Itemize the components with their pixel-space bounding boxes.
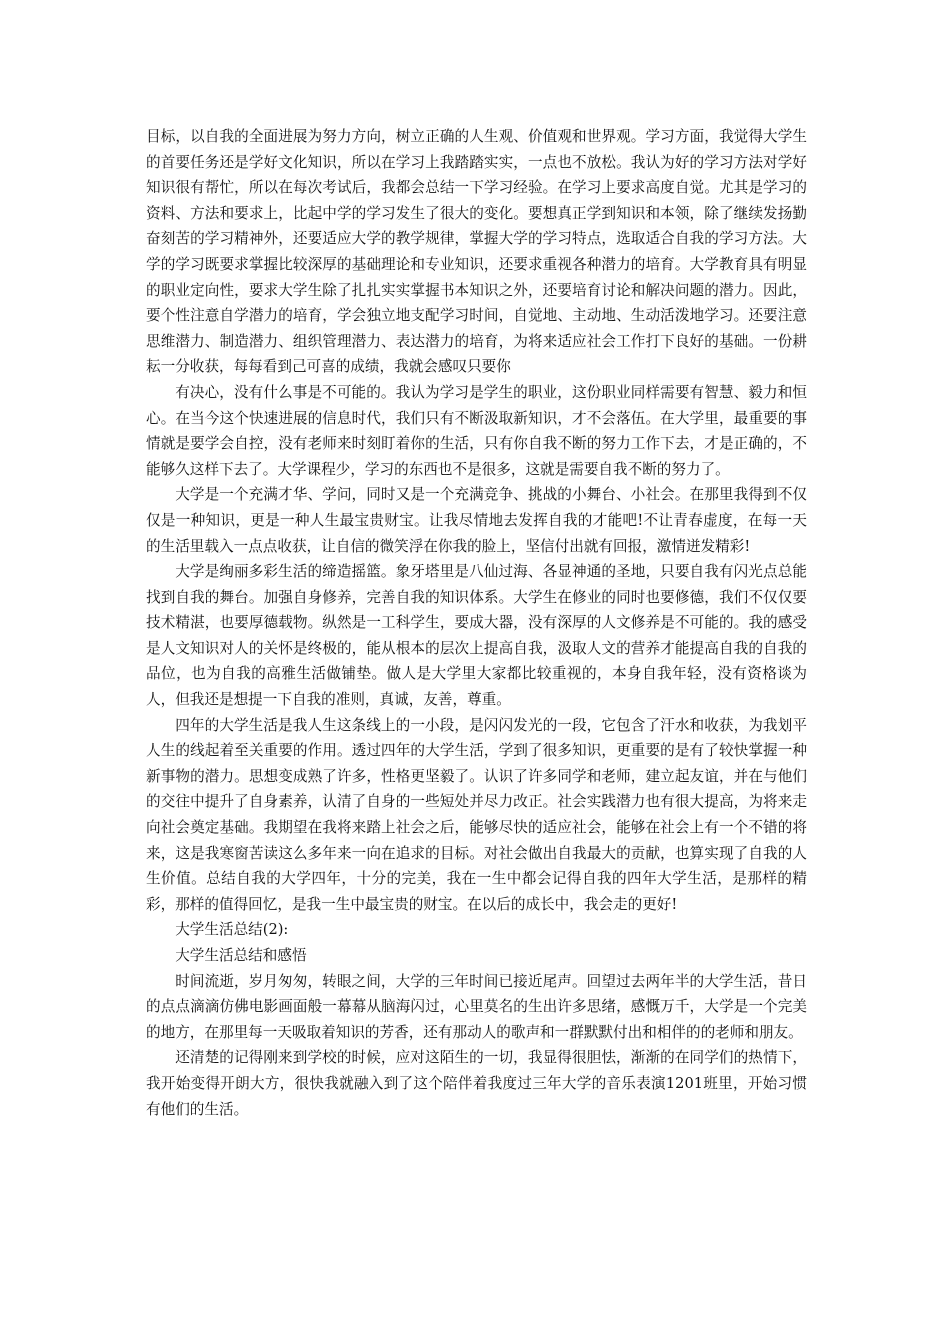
section-heading-number: 大学生活总结(2):: [175, 921, 289, 939]
section-heading-title: 大学生活总结和感悟: [175, 947, 307, 964]
paragraph-4: 大学是绚丽多彩生活的缔造摇篮。象牙塔里是八仙过海、各显神通的圣地，只要自我有闪光点总能找到自我的舞台。加强自身修养，完善自我的知识体系。大学生在修业的同时也要修德，我们不仅仅要技术精湛，也要厚德载物。纵然是一工科学生，要成大器，没有深厚的人文修养是不可能的。我的感受是人文知识对人的关怀是终极的，能从根本的层次上提高自我，汲取人文的营养才能提高自我的自我的品位，也为自我的高雅生活做铺垫。做人是大学里大家都比较重视的，本身自我年轻，没有资格谈为人，但我还是想提一下自我的准则，真诚，友善，尊重。: [146, 563, 807, 709]
paragraph-7: 还清楚的记得刚来到学校的时候，应对这陌生的一切，我显得很胆怯，渐渐的在同学们的热情下，我开始变得开朗大方，很快我就融入到了这个陪伴着我度过三年大学的音乐表演1201班里，开始习惯有他们的生活。: [146, 1049, 807, 1118]
paragraph-3: 大学是一个充满才华、学问，同时又是一个充满竞争、挑战的小舞台、小社会。在那里我得到不仅仅是一种知识，更是一种人生最宝贵财宝。让我尽情地去发挥自我的才能吧!不让青春虚度，在每一天的生活里载入一点点收获，让自信的微笑浮在你我的脸上，坚信付出就有回报，激情迸发精彩!: [146, 486, 807, 555]
paragraph-6: 时间流逝，岁月匆匆，转眼之间，大学的三年时间已接近尾声。回望过去两年半的大学生活，昔日的点点滴滴仿佛电影画面般一幕幕从脑海闪过，心里莫名的生出许多思绪，感慨万千，大学是一个完美的地方，在那里每一天吸取着知识的芳香，还有那动人的歌声和一群默默付出和相伴的的老师和朋友。: [146, 972, 807, 1041]
paragraph-5: 四年的大学生活是我人生这条线上的一小段，是闪闪发光的一段，它包含了汗水和收获，为我划平人生的线起着至关重要的作用。透过四年的大学生活，学到了很多知识，更重要的是有了较快掌握一种新事物的潜力。思想变成熟了许多，性格更坚毅了。认识了许多同学和老师，建立起友谊，并在与他们的交往中提升了自身素养，认清了自身的一些短处并尽力改正。社会实践潜力也有很大提高，为将来走向社会奠定基础。我期望在我将来踏上社会之后，能够尽快的适应社会，能够在社会上有一个不错的将来，这是我寒窗苦读这么多年来一向在追求的目标。对社会做出自我最大的贡献，也算实现了自我的人生价值。总结自我的大学四年，十分的完美，我在一生中都会记得自我的四年大学生活，是那样的精彩，那样的值得回忆，是我一生中最宝贵的财宝。在以后的成长中，我会走的更好!: [146, 716, 807, 913]
paragraph-1: 目标，以自我的全面进展为努力方向，树立正确的人生观、价值观和世界观。学习方面，我觉得大学生的首要任务还是学好文化知识，所以在学习上我踏踏实实，一点也不放松。我认为好的学习方法对学好知识很有帮忙，所以在每次考试后，我都会总结一下学习经验。在学习上要求高度自觉。尤其是学习的资料、方法和要求上，比起中学的学习发生了很大的变化。要想真正学到知识和本领，除了继续发扬勤奋刻苦的学习精神外，还要适应大学的教学规律，掌握大学的学习特点，选取适合自我的学习方法。大学的学习既要求掌握比较深厚的基础理论和专业知识，还要求重视各种潜力的培育。大学教育具有明显的职业定向性，要求大学生除了扎扎实实掌握书本知识之外，还要培育讨论和解决问题的潜力。因此，要个性注意自学潜力的培育，学会独立地支配学习时间，自觉地、主动地、生动活泼地学习。还要注意思维潜力、制造潜力、组织管理潜力、表达潜力的培育，为将来适应社会工作打下良好的基础。一份耕耘一分收获，每每看到己可喜的成绩，我就会感叹只要你: [146, 128, 807, 376]
document-page: [146, 124, 807, 1122]
paragraph-2: 有决心，没有什么事是不可能的。我认为学习是学生的职业，这份职业同样需要有智慧、毅力和恒心。在当今这个快速进展的信息时代，我们只有不断汲取新知识，才不会落伍。在大学里，最重要的事情就是要学会自控，没有老师来时刻盯着你的生活，只有你自我不断的努力工作下去，才是正确的，不能够久这样下去了。大学课程少，学习的东西也不是很多，这就是需要自我不断的努力了。: [146, 383, 807, 478]
